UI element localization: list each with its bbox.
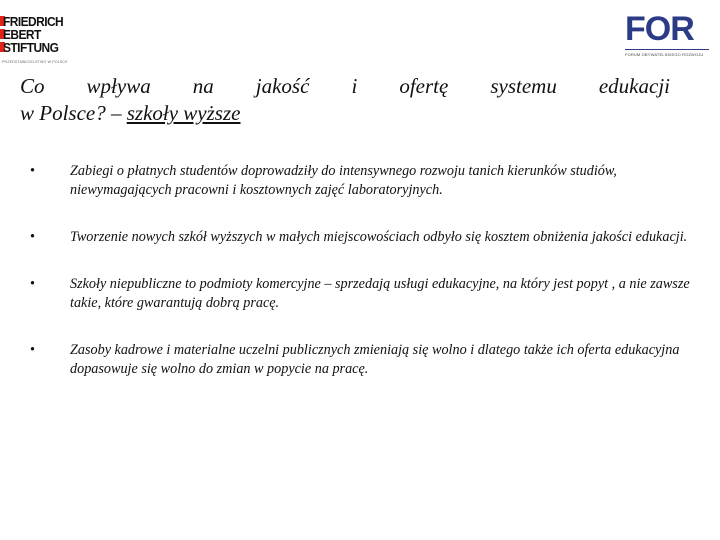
bullet-item <box>30 341 690 379</box>
bullet-list <box>30 162 690 379</box>
bullet-marker: • <box>30 163 35 179</box>
bullet-marker: • <box>30 276 35 292</box>
friedrich-ebert-stiftung-logo <box>0 16 76 64</box>
slide-title <box>20 73 670 127</box>
for-logo-text: FOR <box>625 10 694 48</box>
bullet-text: Zasoby kadrowe i materialne uczelni publicznych zmieniają się wolno i dlatego także ich oferta edukacyjna dopasowuje się wolno do zmian w popycie na pracę. <box>70 342 680 377</box>
for-logo-rule <box>625 49 709 50</box>
slide-title-prefix: w Polsce? – <box>20 101 127 125</box>
logo-word-stiftung: STIFTUNG <box>3 40 59 55</box>
bullet-item <box>30 162 690 200</box>
slide-title-line-1: Co wpływa na jakość i ofertę systemu edukacji <box>20 74 670 98</box>
slide-title-line-2 <box>20 100 670 127</box>
bullet-text: Zabiegi o płatnych studentów doprowadziły do intensywnego rozwoju tanich kierunków studiów, niewymagających pracowni i kosztownych zajęć laboratoryjnych. <box>70 163 617 198</box>
logo-tagline: PRZEDSTAWICIELSTWO W POLSCE <box>2 60 68 64</box>
bullet-item <box>30 228 690 247</box>
for-logo <box>622 10 712 58</box>
logo-word-ebert: EBERT <box>3 27 41 42</box>
logo-word-friedrich: FRIEDRICH <box>3 14 64 29</box>
for-logo-subtitle: FORUM OBYWATELSKIEGO ROZWOJU <box>625 52 704 57</box>
slide-title-underlined: szkoły wyższe <box>126 101 241 125</box>
bullet-marker: • <box>30 342 35 358</box>
bullet-text: Tworzenie nowych szkół wyższych w małych miejscowościach odbyło się kosztem obniżenia jakości edukacji. <box>70 229 688 245</box>
bullet-marker: • <box>30 229 35 245</box>
bullet-item <box>30 275 690 313</box>
bullet-text: Szkoły niepubliczne to podmioty komercyjne – sprzedają usługi edukacyjne, na który jest popyt , a nie zawsze takie, które gwarantują dobrą pracę. <box>70 276 690 311</box>
